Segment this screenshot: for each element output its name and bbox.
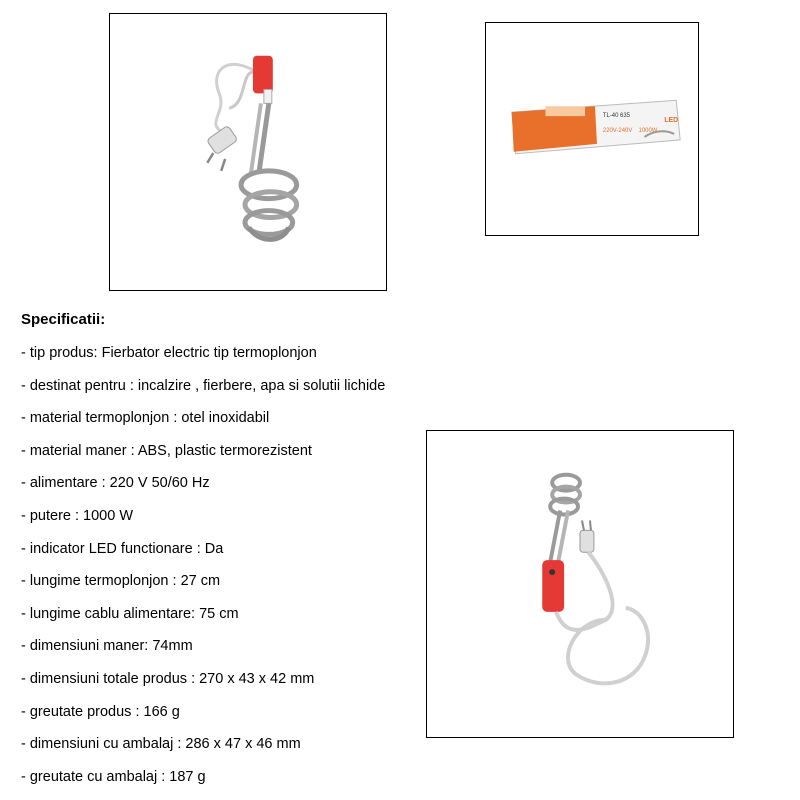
spec-list: [21, 343, 385, 799]
spec-item: - greutate produs : 166 g: [21, 703, 180, 720]
spec-item: - dimensiuni cu ambalaj : 286 x 47 x 46 mm: [21, 736, 301, 753]
spec-item: - lungime termoplonjon : 27 cm: [21, 573, 221, 590]
spec-item: - material termoplonjon : otel inoxidabil: [21, 410, 270, 427]
spec-item: - material maner : ABS, plastic termorezistent: [21, 442, 312, 459]
spec-item: - dimensiuni totale produs : 270 x 43 x 42 mm: [21, 670, 315, 687]
spec-item: - indicator LED functionare : Da: [21, 540, 224, 557]
spec-item: - destinat pentru : incalzire , fierbere, apa si solutii lichide: [21, 377, 386, 394]
spec-item: - lungime cablu alimentare: 75 cm: [21, 605, 239, 622]
immersion-heater-coiled-photo: [110, 14, 386, 290]
spec-item: - greutate cu ambalaj : 187 g: [21, 768, 206, 785]
box-code-text: TL-40 635: [602, 113, 630, 120]
box-voltage-text: 220V-240V: [602, 127, 633, 134]
specs-title: Specificatii:: [21, 311, 106, 328]
box-led-text: LED: [664, 117, 679, 125]
product-image-3: [426, 430, 734, 738]
packaging-box-photo: [486, 23, 698, 235]
box-power-text: 1000W: [638, 127, 658, 134]
product-image-1: [109, 13, 387, 291]
spec-item: - tip produs: Fierbator electric tip termoplonjon: [21, 345, 317, 361]
spec-item: - putere : 1000 W: [21, 507, 134, 524]
spec-item: - alimentare : 220 V 50/60 Hz: [21, 475, 210, 492]
product-image-2: [485, 22, 699, 236]
immersion-heater-cable-photo: [427, 431, 733, 737]
spec-item: - dimensiuni maner: 74mm: [21, 638, 193, 655]
